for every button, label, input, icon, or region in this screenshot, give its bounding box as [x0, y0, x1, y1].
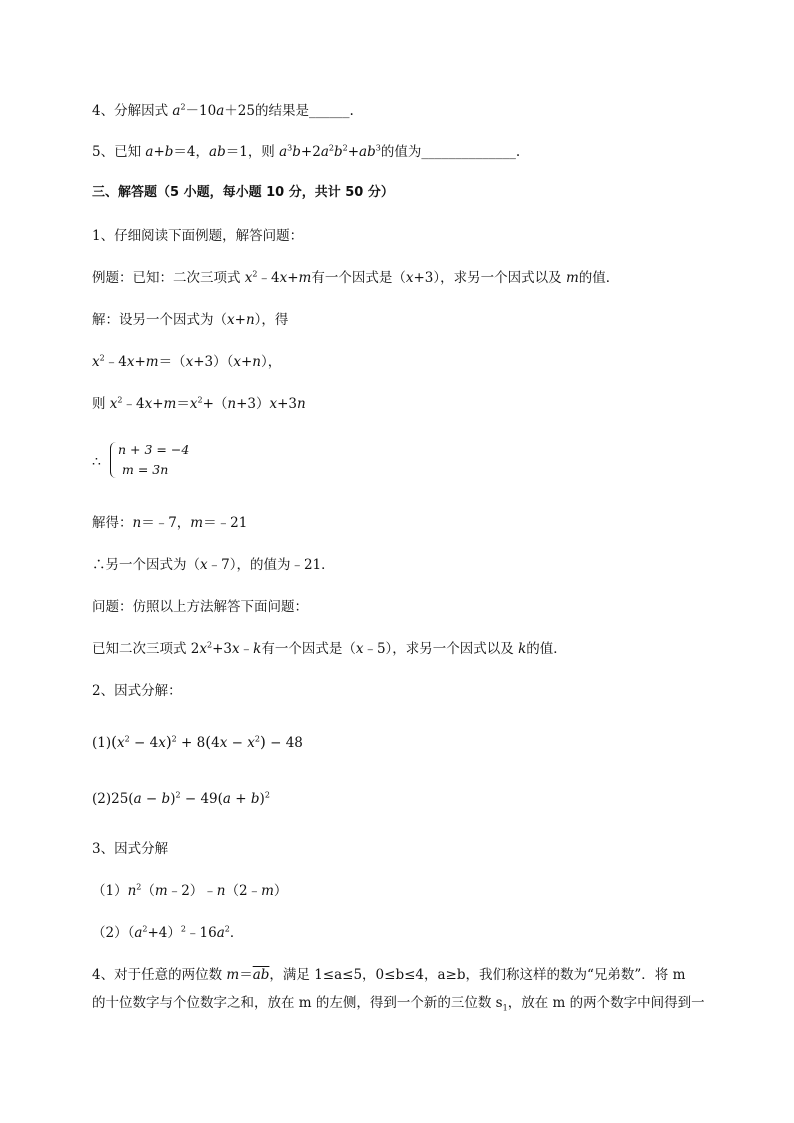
- problem4-line2: 的十位数字与个位数字之和，放在 m 的左侧，得到一个新的三位数 $s_1$，放在 m 的两个数字中间得到一: [92, 995, 705, 1013]
- problem3-item1: $(1)n^2(m﹣2)﹣n(2﹣m)$: [92, 882, 288, 899]
- problem1-conclusion: ∴另一个因式为（x﹣7），的值为﹣21．: [92, 557, 335, 573]
- blank-q5: 5、已知 a+b＝4，ab＝1，则 $a^3b+2a^2b^2+ab^3$的值为______________.: [92, 143, 521, 160]
- blank-q4: 4、分解因式 $a^2-10a+25$的结果是______.: [92, 102, 354, 119]
- problem1-title: 1、仔细阅读下面例题，解答问题：: [92, 228, 304, 244]
- left-brace: [110, 442, 117, 478]
- problem1-step2: 则 $x^2﹣4x+m=x^2+(n+3)x+3n$: [92, 395, 306, 412]
- therefore-symbol: ∴: [92, 454, 101, 470]
- problem1-example: 例题：已知：二次三项式 $x^2﹣4x+m$有一个因式是（x+3），求另一个因式以及 m的值．: [92, 269, 620, 286]
- q5-expression: $a^3b+2a^2b^2+ab^3$: [279, 143, 381, 160]
- problem2-title: 2、因式分解：: [92, 683, 182, 699]
- problem1-question: 问题：仿照以上方法解答下面问题：: [92, 599, 308, 615]
- problem1-task: 已知二次三项式 $2x^2+3x﹣k$有一个因式是（x﹣5），求另一个因式以及 k的值．: [92, 640, 567, 657]
- problem1-solution-start: 解：设另一个因式为（x+n），得: [92, 312, 289, 328]
- problem3-title: 3、因式分解: [92, 841, 169, 857]
- problem1-step1: $x^2﹣4x+m=(x+3)(x+n)$，: [92, 353, 282, 370]
- system-equation-1: n + 3 = −4: [118, 442, 190, 457]
- system-equation-2: m = 3n: [122, 462, 169, 477]
- problem1-solved: 解得：n＝﹣7，m＝﹣21: [92, 515, 248, 531]
- problem4-line1: 4、对于任意的两位数 $m=\overline{ab}$，满足 1≤a≤5，0≤b≤4，a≥b，我们称这样的数为“兄弟数”．将 m: [92, 967, 686, 983]
- problem2-item1: $(1)(x^2 - 4x)^2 + 8(4x - x^2) - 48$: [92, 733, 303, 751]
- section-heading: 三、解答题（5 小题，每小题 10 分，共计 50 分）: [92, 185, 394, 200]
- problem3-item2: $(2)(a^2+4)^2﹣16a^2$．: [92, 924, 244, 941]
- problem2-item2: $(2)25(a - b)^2 - 49(a + b)^2$: [92, 790, 270, 807]
- q4-expression: $a^2-10a+25$: [172, 102, 255, 119]
- equation-system: [92, 442, 212, 482]
